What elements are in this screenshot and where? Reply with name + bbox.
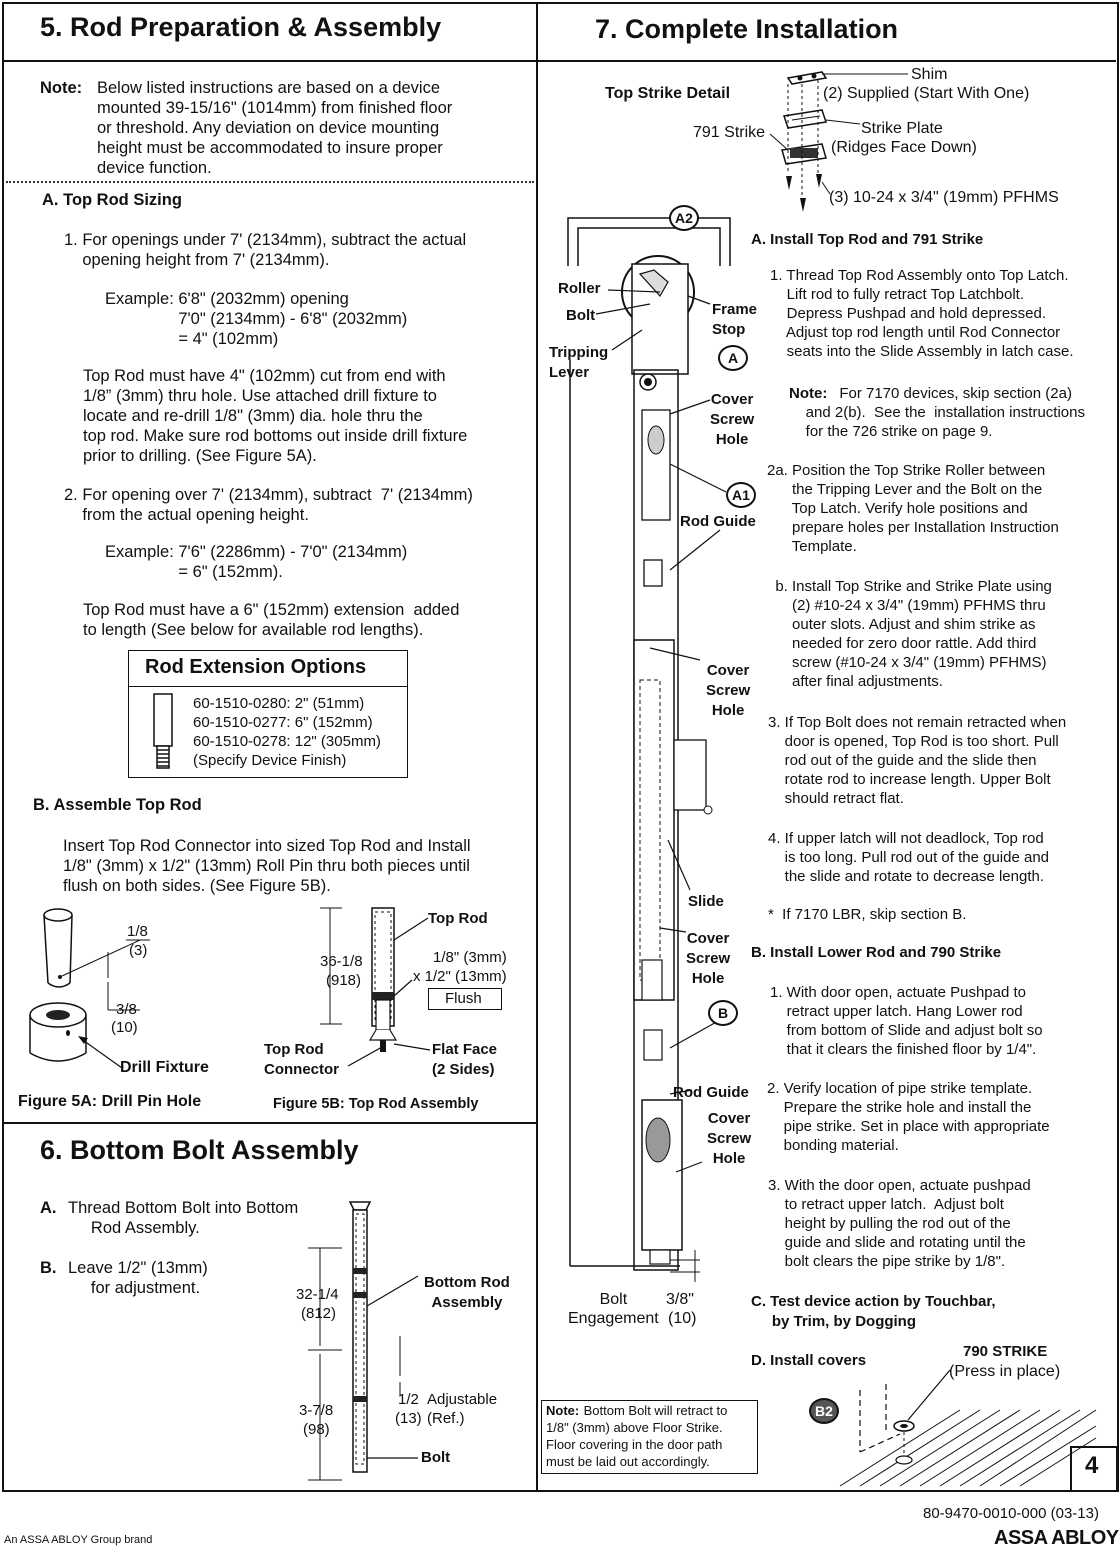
install-top-rod-heading: A. Install Top Rod and 791 Strike <box>751 231 984 248</box>
callout-b2: B2 <box>809 1398 839 1424</box>
bottom-bolt-label: Bolt <box>421 1449 451 1466</box>
section7-title: 7. Complete Installation <box>595 14 899 44</box>
assemble-top-rod-heading: B. Assemble Top Rod <box>33 796 202 814</box>
rod-extension-title: Rod Extension Options <box>145 656 367 678</box>
strike-791-label: 791 Strike <box>693 124 766 141</box>
section6-dim2b: (98) <box>303 1421 330 1438</box>
callout-b: B <box>708 1000 738 1026</box>
rod-extension-items: 60-1510-0280: 2" (51mm) 60-1510-0277: 6" (152mm) 60-1510-0278: 12" (305mm) (Specify Device Finish) <box>193 695 381 769</box>
install-top-rod-step1: 1. Thread Top Rod Assembly onto Top Latch. Lift rod to fully retract Top Latchbolt. Depress Pushpad and hold depressed. Adjust top rod length until Rod Connector seats into the Slide Assembly in latch case. <box>770 267 1074 360</box>
title-divider-left <box>2 60 537 62</box>
section6-dim1b: (812) <box>301 1305 337 1322</box>
section6-title: 6. Bottom Bolt Assembly <box>40 1135 359 1165</box>
install-7170-note: * If 7170 LBR, skip section B. <box>768 906 967 923</box>
frame-stop-label: Frame Stop <box>712 301 758 338</box>
note-label: Note: <box>40 79 83 97</box>
rod-guide-2-label: Rod Guide <box>673 1084 749 1101</box>
strike-screws-label: (3) 10-24 x 3/4" (19mm) PFHMS <box>829 189 1059 206</box>
strike-plate-label: Strike Plate <box>861 120 943 137</box>
install-lower-rod-heading: B. Install Lower Rod and 790 Strike <box>751 944 1002 961</box>
cover-screw-hole-3: Cover Screw Hole <box>686 930 731 987</box>
install-note-label: Note: <box>789 385 828 402</box>
callout-a: A <box>718 345 748 371</box>
section6-adjustable: Adjustable (Ref.) <box>427 1391 498 1427</box>
callout-a1: A1 <box>726 482 756 508</box>
fig5b-dim: 36-1/8 <box>320 953 363 970</box>
section5-title: 5. Rod Preparation & Assembly <box>40 12 442 42</box>
bottom-note-label: Note: <box>546 1403 580 1418</box>
section6-divider <box>2 1122 537 1124</box>
brand-line: An ASSA ABLOY Group brand <box>4 1534 153 1546</box>
install-step2a: 2a. Position the Top Strike Roller between the Tripping Lever and the Bolt on the Top Latch. Verify hole positions and prepare holes per Installation Instruction Template. <box>767 462 1059 555</box>
assemble-top-rod-body: Insert Top Rod Connector into sized Top Rod and Install 1/8" (3mm) x 1/2" (13mm) Roll Pin thru both pieces until flush on both sides. (See Figure 5B). <box>63 837 471 895</box>
cover-screw-hole-1: Cover Screw Hole <box>710 391 755 448</box>
bolt-engagement-label: Bolt Engagement <box>568 1291 659 1327</box>
top-strike-detail-title: Top Strike Detail <box>605 85 731 102</box>
document-number: 80-9470-0010-000 (03-13) <box>923 1505 1099 1522</box>
section6-b-text: Leave 1/2" (13mm) for adjustment. <box>68 1259 208 1297</box>
top-rod-step2: 2. For opening over 7' (2134mm), subtract 7' (2134mm) from the actual opening height. <box>64 486 473 524</box>
figure-5a-caption: Figure 5A: Drill Pin Hole <box>18 1093 202 1110</box>
drill-fixture-label: Drill Fixture <box>120 1059 209 1076</box>
shim-sub-label: (2) Supplied (Start With One) <box>823 85 1030 102</box>
slide-label: Slide <box>688 893 724 910</box>
section6-dim3b: (13) <box>395 1410 422 1427</box>
install-covers-heading: D. Install covers <box>751 1352 867 1369</box>
fig5b-flat-face-label: Flat Face (2 Sides) <box>432 1041 498 1078</box>
figure-5b-caption: Figure 5B: Top Rod Assembly <box>273 1096 479 1112</box>
section6-dim2: 3-7/8 <box>299 1402 334 1419</box>
strike-790-sub-label: (Press in place) <box>949 1363 1061 1380</box>
bolt-engagement-dim: 3/8" <box>666 1291 694 1308</box>
extension-rod-illustration <box>148 692 178 772</box>
roller-label: Roller <box>558 280 601 297</box>
install-step2b: b. Install Top Strike and Strike Plate using (2) #10-24 x 3/4" (19mm) PFHMS thru outer slots. Adjust and shim strike as needed for zero door rattle. Add third screw (#10-24 x 3/4" (19mm) PFHMS) after final adjustments. <box>775 578 1052 690</box>
fig5a-dim2: 3/8 <box>116 1001 137 1018</box>
section6-dim3: 1/2 <box>398 1391 419 1408</box>
bottom-note-text: Bottom Bolt will retract to 1/8" (3mm) above Floor Strike. Floor covering in the door path must be laid out accordingly. <box>546 1403 728 1469</box>
fig5b-flush: Flush <box>445 990 482 1007</box>
fig5b-connector-label: Top Rod Connector <box>264 1041 339 1078</box>
top-rod-sizing-heading: A. Top Rod Sizing <box>42 191 182 209</box>
strike-790-illustration <box>800 1380 1110 1486</box>
top-rod-example2: Example: 7'6" (2286mm) - 7'0" (2134mm) = 6" (152mm). <box>105 543 408 581</box>
lower-rod-step3: 3. With the door open, actuate pushpad to retract upper latch. Adjust bolt height by pulling the rod out of the guide and slide and rotating until the bolt clears the pipe strike by 1/8". <box>768 1177 1031 1270</box>
fig5a-dim1: 1/8 <box>127 923 148 940</box>
top-rod-example1: Example: 6'8" (2032mm) opening 7'0" (2134mm) - 6'8" (2032mm) = 4" (102mm) <box>105 290 408 348</box>
fig5b-top-rod-label: Top Rod <box>428 910 488 927</box>
section6-dim1: 32-1/4 <box>296 1286 339 1303</box>
strike-plate-sub-label: (Ridges Face Down) <box>831 139 977 156</box>
top-rod-step2-body: Top Rod must have a 6" (152mm) extension added to length (See below for available rod lengths). <box>83 601 460 639</box>
bolt-engagement-dimb: (10) <box>668 1310 697 1327</box>
section6-b-label: B. <box>40 1259 57 1277</box>
section6-a-label: A. <box>40 1199 57 1217</box>
fig5a-dim2b: (10) <box>111 1019 138 1036</box>
note-divider <box>6 181 534 183</box>
bottom-rod-assembly-label: Bottom Rod Assembly <box>424 1274 510 1311</box>
assa-abloy-logo: ASSA ABLOY <box>994 1527 1119 1549</box>
note-text: Below listed instructions are based on a device mounted 39-15/16" (1014mm) from finished floor or threshold. Any deviation on device mounting height must be accommodated to insure proper device function. <box>97 79 453 177</box>
section6-a-text: Thread Bottom Bolt into Bottom Rod Assembly. <box>68 1199 299 1237</box>
cover-screw-hole-2: Cover Screw Hole <box>706 662 751 719</box>
fig5b-pin-label: 1/8" (3mm) x 1/2" (13mm) <box>413 949 507 985</box>
install-step4: 4. If upper latch will not deadlock, Top rod is too long. Pull rod out of the guide and the slide and rotate to decrease length. <box>768 830 1050 885</box>
install-note-text: For 7170 devices, skip section (2a) and 2(b). See the installation instructions for the 726 strike on page 9. <box>805 385 1085 440</box>
title-divider-right <box>537 60 1116 62</box>
bottom-rod-illustration <box>300 1196 440 1486</box>
strike-790-label: 790 STRIKE <box>963 1343 1048 1360</box>
lower-rod-step1: 1. With door open, actuate Pushpad to retract upper latch. Hang Lower rod from bottom of Slide and adjust bolt so that it clears the finished floor by 1/4". <box>770 984 1043 1058</box>
top-rod-step1-body: Top Rod must have 4" (102mm) cut from end with 1/8” (3mm) thru hole. Use attached drill fixture to locate and re-drill 1/8" (3mm) dia. hole thru the top rod. Make sure rod bottoms out inside drill fixture prior to drilling. (See Figure 5A). <box>83 367 468 465</box>
top-rod-step1: 1. For openings under 7' (2134mm), subtract the actual opening height from 7' (2134mm). <box>64 231 467 269</box>
fig5a-dim1b: (3) <box>129 942 148 959</box>
column-divider <box>536 2 538 1490</box>
shim-label: Shim <box>911 66 948 83</box>
rod-extension-divider <box>129 686 407 687</box>
install-step3: 3. If Top Bolt does not remain retracted when door is opened, Top Rod is too short. Pull rod out of the guide and the slide then rotate rod to increase length. Upper Bolt should retract flat. <box>768 714 1067 807</box>
bolt-label: Bolt <box>566 307 596 324</box>
fig5b-dimb: (918) <box>326 972 362 989</box>
callout-a2: A2 <box>669 205 699 231</box>
rod-guide-1-label: Rod Guide <box>680 513 756 530</box>
fig5b-callout-lines <box>340 1036 440 1076</box>
cover-screw-hole-4: Cover Screw Hole <box>707 1110 752 1167</box>
tripping-lever-label: Tripping Lever <box>549 344 609 381</box>
lower-rod-step2: 2. Verify location of pipe strike template. Prepare the strike hole and install the pipe strike. Set in place with appropriate bonding material. <box>767 1080 1050 1154</box>
test-device-heading: C. Test device action by Touchbar, by Trim, by Dogging <box>751 1293 996 1330</box>
page-number: 4 <box>1085 1452 1099 1479</box>
